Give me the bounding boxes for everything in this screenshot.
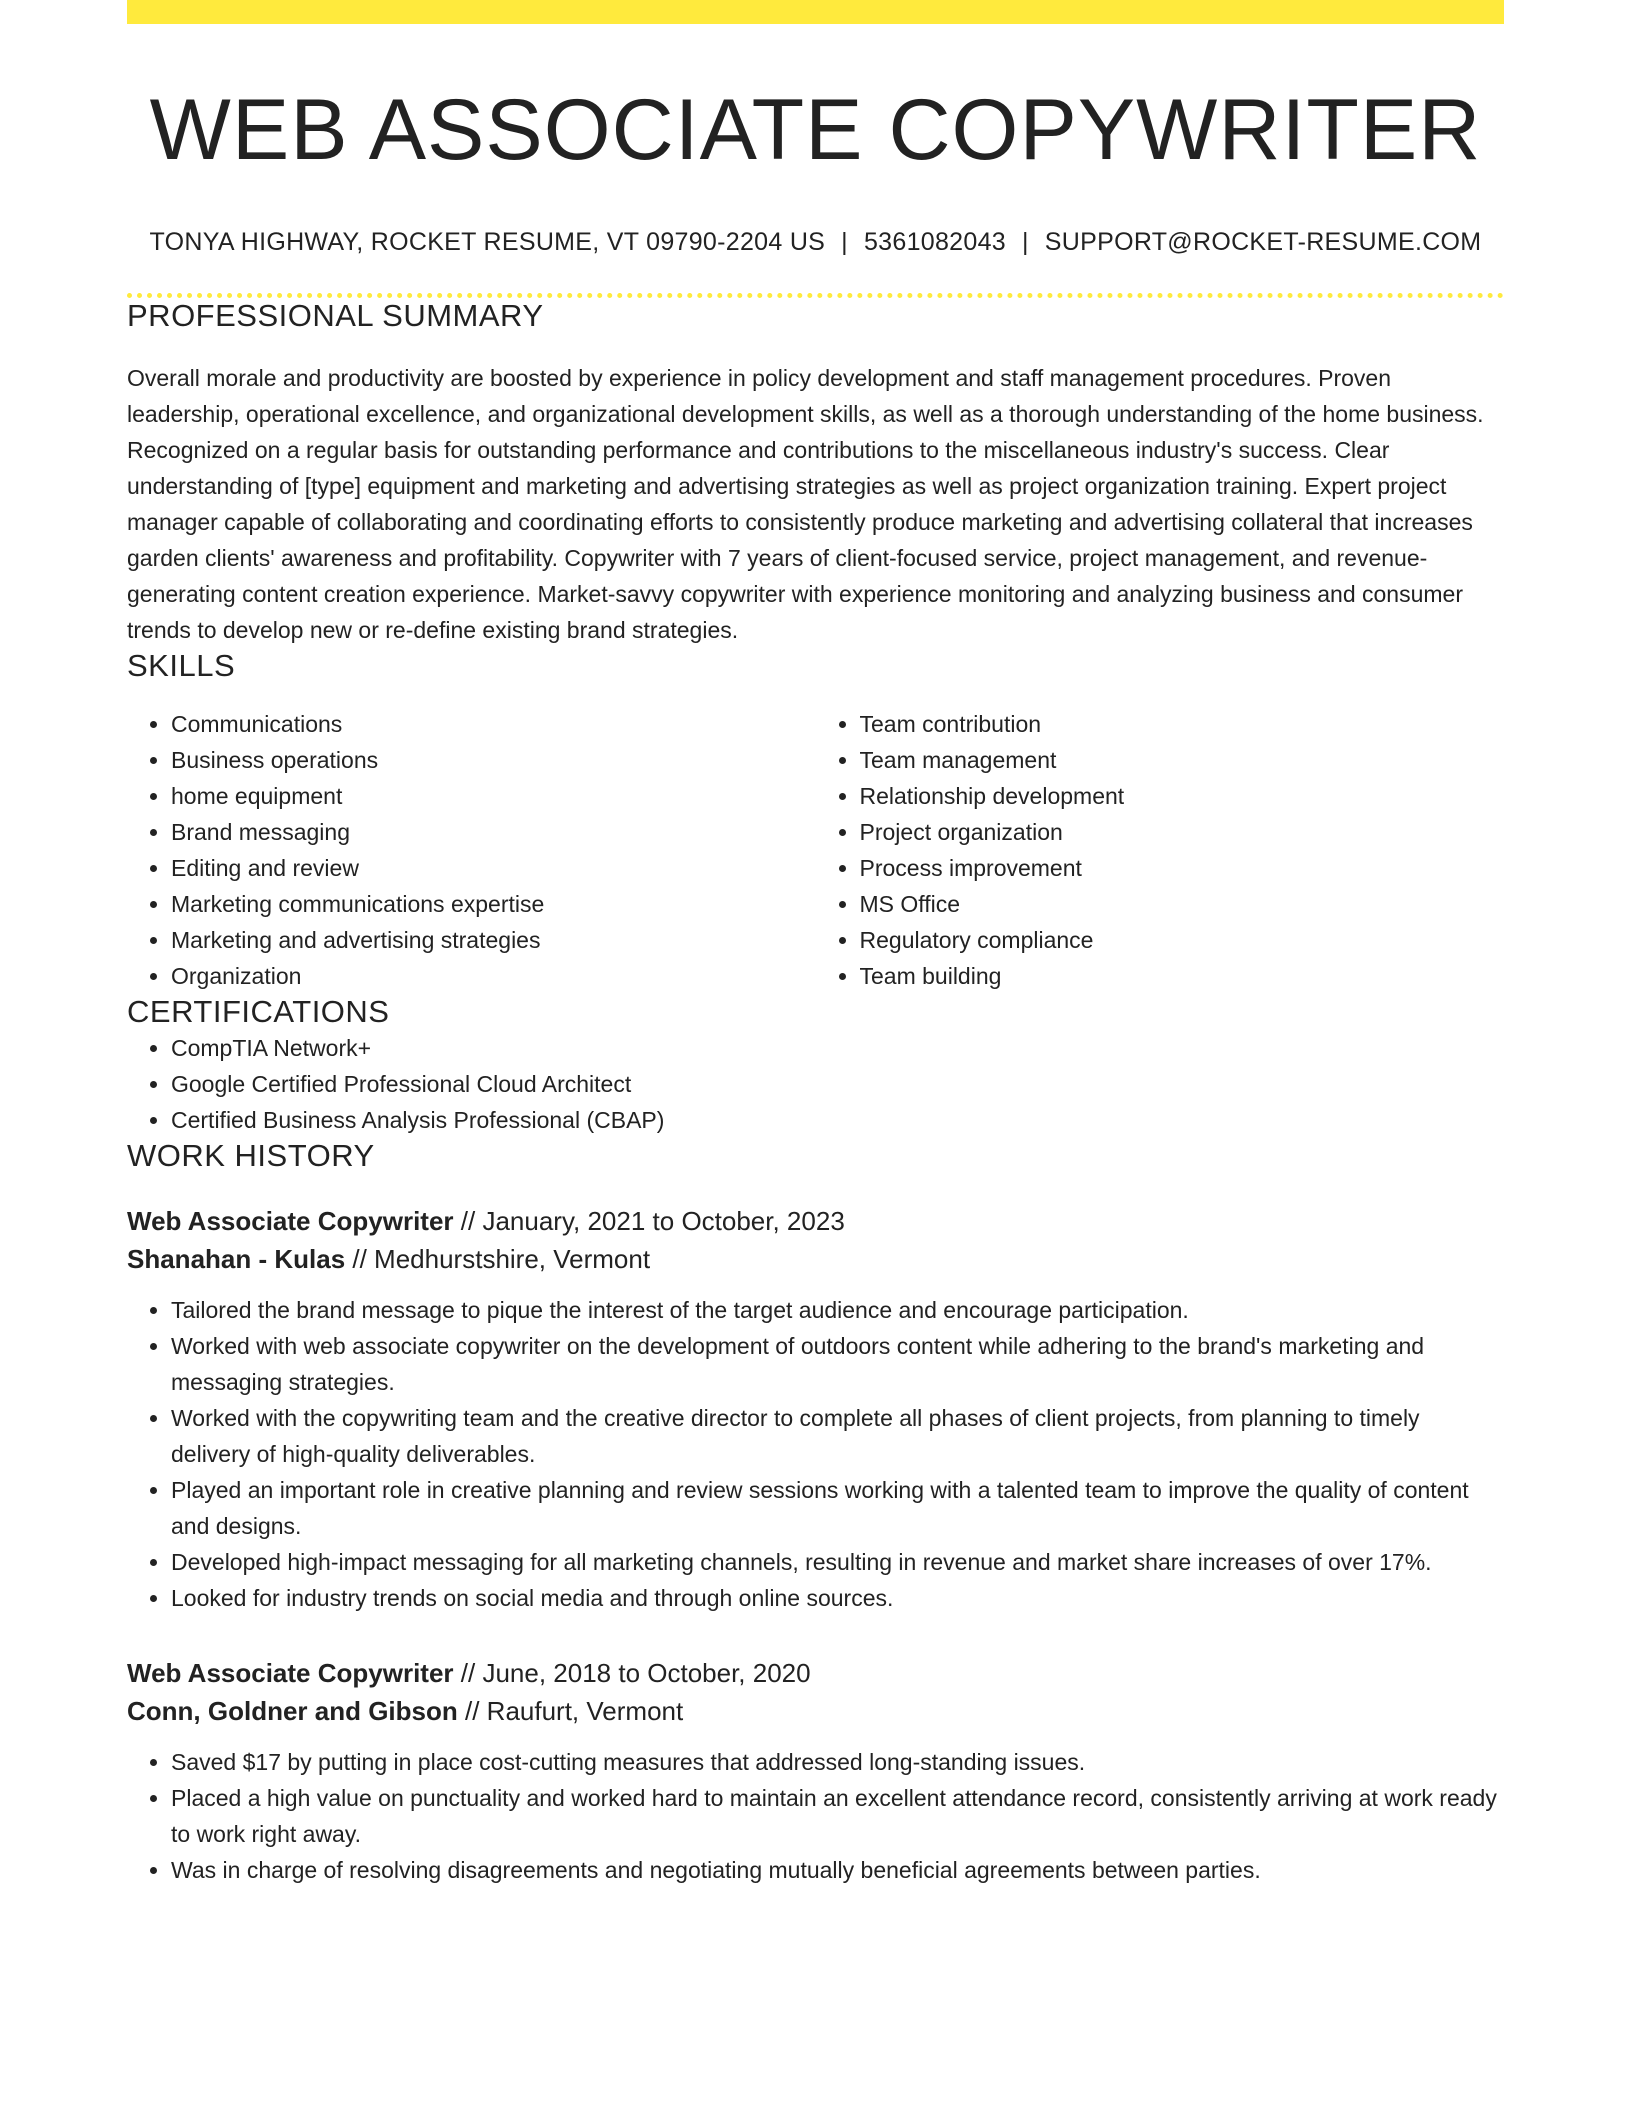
skills-list-left [127, 706, 816, 994]
summary-text: Overall morale and productivity are boosted by experience in policy development and staff management procedures. Proven leadership, operational excellence, and organizational development skills, as well as a thorough understanding of the home business. Recognized on a regular basis for outstanding performance and contributions to the miscellaneous industry's success. Clear understanding of [type] equipment and marketing and advertising strategies as well as project organization training. Expert project manager capable of collaborating and coordinating efforts to consistently produce marketing and advertising collateral that increases garden clients' awareness and profitability. Copywriter with 7 years of client-focused service, project management, and revenue-generating content creation experience. Market-savvy copywriter with experience monitoring and analyzing business and consumer trends to develop new or re-define existing brand strategies. [127, 365, 1484, 643]
certification-item: • Certified Business Analysis Professional (CBAP) [171, 1102, 1504, 1138]
contact-line [127, 228, 1504, 257]
resume-content [127, 0, 1504, 1888]
job-company: Shanahan - Kulas [127, 1244, 346, 1274]
job-location: // Raufurt, Vermont [465, 1696, 684, 1726]
job-company-line [127, 1240, 1504, 1278]
job-title: Web Associate Copywriter [127, 1206, 454, 1236]
skill-item: • Team management [860, 742, 1505, 778]
job-bullet: • Saved $17 by putting in place cost-cutting measures that addressed long-standing issues. [171, 1744, 1504, 1780]
skills-heading: SKILLS [127, 648, 236, 683]
job-bullet: • Was in charge of resolving disagreements and negotiating mutually beneficial agreements between parties. [171, 1852, 1504, 1888]
job-bullet: • Worked with the copywriting team and the creative director to complete all phases of client projects, from planning to timely delivery of high-quality deliverables. [171, 1400, 1504, 1472]
skill-item: • Relationship development [860, 778, 1505, 814]
job-bullets [127, 1744, 1504, 1888]
job-title: Web Associate Copywriter [127, 1658, 454, 1688]
job-location: // Medhurstshire, Vermont [352, 1244, 651, 1274]
job-entry [127, 1202, 1504, 1616]
job-entry [127, 1654, 1504, 1888]
skill-item: • Organization [171, 958, 816, 994]
job-bullet: • Placed a high value on punctuality and worked hard to maintain an excellent attendance record, consistently arriving at work ready to work right away. [171, 1780, 1504, 1852]
certifications-list [127, 1030, 1504, 1138]
job-bullet: • Worked with web associate copywriter on the development of outdoors content while adhering to the brand's marketing and messaging strategies. [171, 1328, 1504, 1400]
skill-item: • Business operations [171, 742, 816, 778]
job-bullet: • Tailored the brand message to pique the interest of the target audience and encourage participation. [171, 1292, 1504, 1328]
skill-item: • Communications [171, 706, 816, 742]
skill-item: • Team building [860, 958, 1505, 994]
summary-heading: PROFESSIONAL SUMMARY [127, 298, 544, 333]
job-title-line [127, 1202, 1504, 1240]
contact-separator: | [841, 228, 848, 256]
skill-item: • MS Office [860, 886, 1505, 922]
skill-item: • Process improvement [860, 850, 1505, 886]
certification-item: • Google Certified Professional Cloud Architect [171, 1066, 1504, 1102]
contact-email: SUPPORT@ROCKET-RESUME.COM [1044, 228, 1482, 256]
skill-item: • Marketing communications expertise [171, 886, 816, 922]
job-bullet: • Developed high-impact messaging for all marketing channels, resulting in revenue and market share increases of over 17%. [171, 1544, 1504, 1580]
work-history-heading: WORK HISTORY [127, 1138, 375, 1173]
certifications-heading: CERTIFICATIONS [127, 994, 390, 1029]
job-company-line [127, 1692, 1504, 1730]
skill-item: • Project organization [860, 814, 1505, 850]
skill-item: • Editing and review [171, 850, 816, 886]
skill-item: • home equipment [171, 778, 816, 814]
job-company: Conn, Goldner and Gibson [127, 1696, 458, 1726]
contact-phone: 5361082043 [863, 228, 1006, 256]
job-title-line [127, 1654, 1504, 1692]
resume-title: WEB ASSOCIATE COPYWRITER [149, 82, 1482, 178]
skill-item: • Marketing and advertising strategies [171, 922, 816, 958]
skills-list-right [816, 706, 1505, 994]
skill-item: • Regulatory compliance [860, 922, 1505, 958]
job-dates: // June, 2018 to October, 2020 [460, 1658, 811, 1688]
contact-separator: | [1022, 228, 1029, 256]
certification-item: • CompTIA Network+ [171, 1030, 1504, 1066]
contact-address: TONYA HIGHWAY, ROCKET RESUME, VT 09790-2204 US [149, 228, 826, 256]
skill-item: • Team contribution [860, 706, 1505, 742]
skill-item: • Brand messaging [171, 814, 816, 850]
job-bullet: • Looked for industry trends on social media and through online sources. [171, 1580, 1504, 1616]
job-bullet: • Played an important role in creative planning and review sessions working with a talented team to improve the quality of content and designs. [171, 1472, 1504, 1544]
job-dates: // January, 2021 to October, 2023 [460, 1206, 845, 1236]
skills-columns [127, 706, 1504, 994]
job-bullets [127, 1292, 1504, 1616]
